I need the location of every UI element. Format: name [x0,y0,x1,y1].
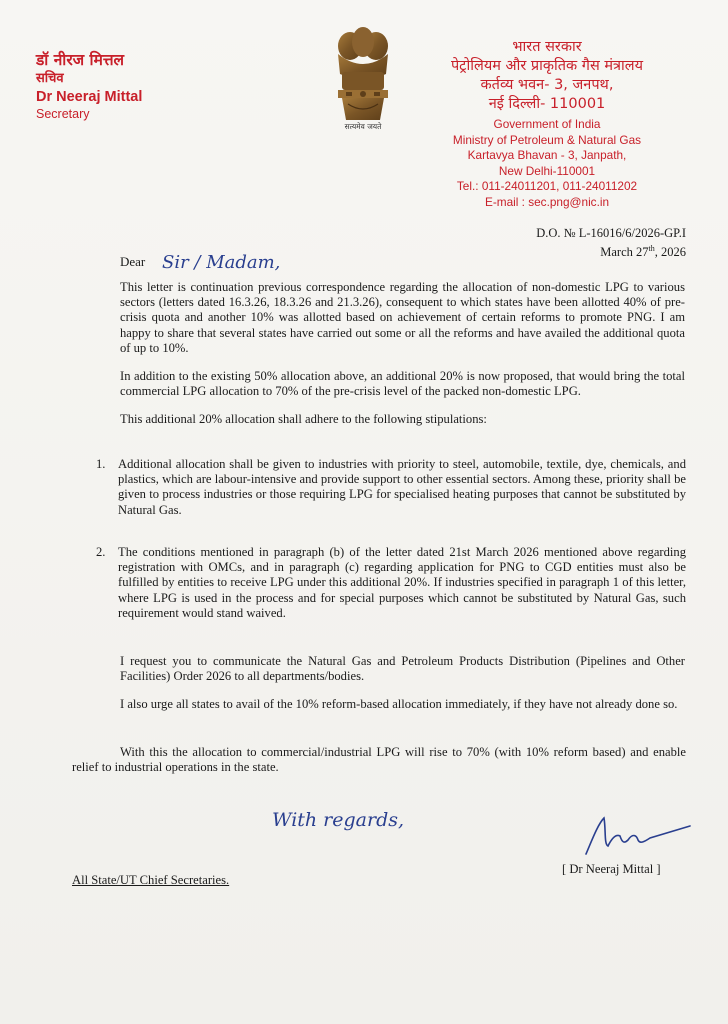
govt-name-hindi: भारत सरकार [512,39,582,55]
sender-title-english: Secretary [36,107,90,121]
salutation-dear: Dear [120,254,146,269]
emblem-motto: सत्यमेव जयते [344,122,382,131]
paragraph-request: I request you to communicate the Natural Gas and Petroleum Products Distribution (Pipelines and Other Facilities) Order 2026 to all departments/bodies. [120,654,685,684]
building-english: Kartavya Bhavan - 3, Janpath, [467,148,627,162]
letter-body-continued [120,654,685,726]
state-emblem-lion-capital-icon [328,24,398,136]
paragraph-2: In addition to the existing 50% allocation above, an additional 20% is now proposed, that would bring the total commercial LPG allocation to 70% of the pre-crisis level of the packed non-domestic LPG. [120,369,685,399]
paragraph-1: This letter is continuation previous correspondence regarding the allocation of non-domestic LPG to various sectors (letters dated 16.3.26, 18.3.26 and 21.3.26), consequent to which states have been allotted 40% of pre-crisis quota and another 10% was allotted based on achievement of certain reforms to promote PNG. I am happy to share that several states have carried out some or all the reforms and have availed the additional quota of up to 10%. [120,280,685,355]
list-text: Additional allocation shall be given to industries with priority to steel, automobile, textile, dye, chemicals, and plastics, which are labour-intensive and provide support to other essential sectors. Among these, priority shall be given to process industries or those requiring LPG for specialised heating purposes that cannot be substituted by Natural Gas. [118,457,686,517]
letter-date: March 27th, 2026 [600,244,686,260]
paragraph-3: This additional 20% allocation shall adhere to the following stipulations: [120,412,487,427]
list-item [96,545,686,621]
ministry-address-block [412,38,682,210]
sender-name-hindi: डॉ नीरज मित्तल [36,51,125,69]
svg-text:With regards,: With regards, [272,809,405,831]
reference-block [536,226,686,260]
ministry-name-hindi: पेट्रोलियम और प्राकृतिक गैस मंत्रालय [450,58,644,74]
list-text: The conditions mentioned in paragraph (b) of the letter dated 21st March 2026 mentioned above regarding registration with OMCs, and in paragraph (c) regarding application for PNG to CGD entities must also be fulfilled by entities to receive LPG under this additional 20%. If industries specified in paragraph 1 of this letter, where LPG is used in the process and for special purposes which cannot be substituted by Natural Gas, such requirement would stand waived. [118,545,686,620]
list-number: 1. [96,457,106,471]
list-item [96,457,686,518]
sender-block [36,50,142,122]
handwritten-signature-icon [578,810,698,865]
telephone: Tel.: 011-24011201, 011-24011202 [456,179,638,193]
signer-name: [ Dr Neeraj Mittal ] [562,862,661,876]
city-hindi: नई दिल्ली- 110001 [488,96,606,112]
list-number: 2. [96,545,106,559]
email-address: E-mail : sec.png@nic.in [484,194,610,209]
svg-text:Sir / Madam,: Sir / Madam, [162,252,281,273]
building-hindi: कर्तव्य भवन- 3, जनपथ, [480,77,614,93]
handwritten-sir-madam [158,246,328,278]
ministry-name-english: Ministry of Petroleum & Natural Gas [452,132,642,147]
sender-name-english: Dr Neeraj Mittal [36,89,143,105]
letter-body [120,280,685,441]
recipient: All State/UT Chief Secretaries. [72,873,230,887]
closing-paragraph: With this the allocation to commercial/industrial LPG will rise to 70% (with 10% reform based) and enable relief to industrial operations in the state. [72,745,686,775]
sender-title-hindi: सचिव [36,71,64,86]
do-number: D.O. № L-16016/6/2026-GP.I [536,226,686,240]
handwritten-regards [270,800,450,845]
city-english: New Delhi-110001 [498,163,596,178]
paragraph-urge: I also urge all states to avail of the 10% reform-based allocation immediately, if they have not already done so. [120,697,678,712]
govt-name-english: Government of India [493,117,601,131]
